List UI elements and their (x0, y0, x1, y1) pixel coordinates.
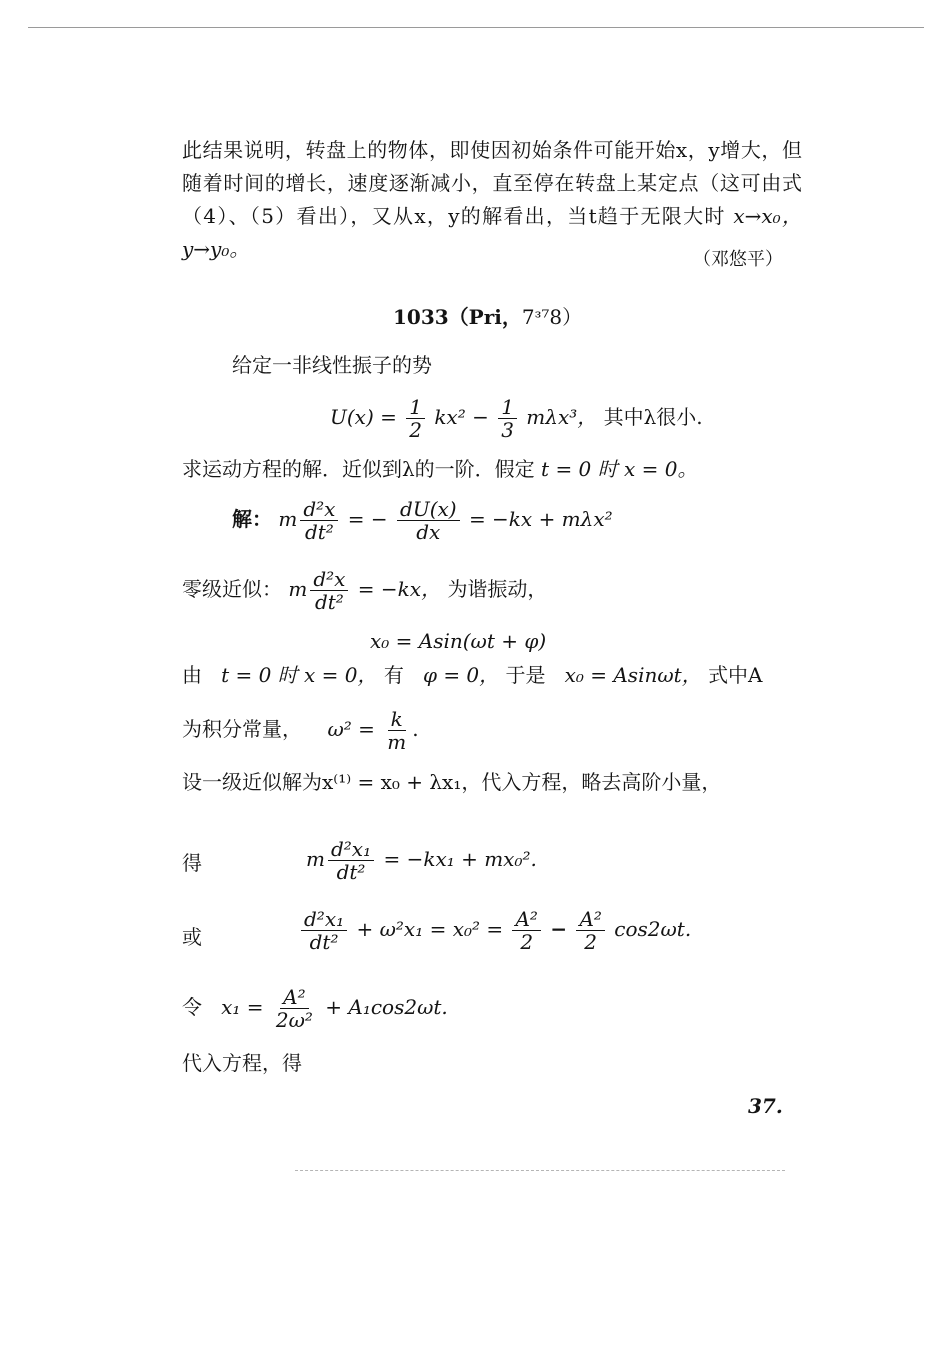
limit-y: y→y₀。 (182, 237, 250, 261)
solution-label: 解： (232, 507, 272, 531)
frac-a2-over-2w2: $\frac{\text{A²}}{\text{2ω²}}$ (275, 985, 313, 1032)
top-rule (28, 27, 924, 28)
frac-du-dx: $\frac{dU(x)}{dx}$ (397, 498, 460, 543)
forced-oscillation-equation: $\frac{\text{d²x₁}}{\text{dt²}}$ + ω²x₁ = x₀² = $\frac{\text{A²}}{2}$ − $\frac{\text{A²}}{2}$ cos2ωt. (298, 908, 691, 953)
frac-d2x: $\frac{\text{d²x}}{\text{dt²}}$ (300, 498, 338, 543)
omega-definition: 为积分常量， ω² = $\frac{k}{m}$ . (182, 707, 419, 754)
potential-note: 其中λ很小. (603, 405, 703, 429)
get-label: 得 (182, 851, 202, 875)
frac-or-d2x1: $\frac{\text{d²x₁}}{\text{dt²}}$ (301, 908, 347, 953)
frac-k-m: $\frac{k}{m}$ (387, 707, 407, 754)
frac-zero-d2x: $\frac{\text{d²x}}{\text{dt²}}$ (310, 568, 348, 613)
frac-a2-over-2: $\frac{\text{A²}}{2}$ (512, 908, 540, 953)
limit-x: x→x₀， (733, 204, 802, 228)
bottom-rule (295, 1170, 785, 1171)
potential-mid: kx² − (434, 405, 489, 429)
problem-heading (393, 304, 582, 330)
initial-condition: t = 0 时 x = 0。 (541, 457, 698, 481)
potential-equation (330, 396, 703, 441)
problem-statement-2: 求运动方程的解．近似到λ的一阶．假定 t = 0 时 x = 0。 (182, 457, 698, 481)
initial-phase-line: 由 t = 0 时 x = 0， 有 φ = 0， 于是 x₀ = Asinωt， 式中A (182, 663, 763, 687)
frac-d2x1: $\frac{\text{d²x₁}}{\text{dt²}}$ (328, 838, 374, 883)
frac-a2-over-2-b: $\frac{\text{A²}}{2}$ (576, 908, 604, 953)
problem-code: 7ᶟ⁷8） (521, 305, 583, 329)
x0-solution: x₀ = Asin(ωt + φ) (370, 629, 547, 653)
potential-lhs: U(x) = (330, 405, 397, 429)
zero-order-approx: 零级近似： m $\frac{\text{d²x}}{\text{dt²}}$ = −kx， 为谐振动， (182, 567, 548, 614)
first-order-paragraph: 设一级近似解为x⁽¹⁾ = x₀ + λx₁，代入方程，略去高阶小量， (182, 770, 722, 794)
page-number: 37. (748, 1094, 783, 1118)
equation-of-motion: 解： m $\frac{\text{d²x}}{\text{dt²}}$ = − $\frac{dU(x)}{dx}$ = −kx + mλx² (232, 497, 613, 544)
substitute-line: 代入方程，得 (182, 1051, 302, 1075)
trial-solution: 令 x₁ = $\frac{\text{A²}}{\text{2ω²}}$ + A₁cos2ωt. (182, 985, 448, 1032)
potential-end: mλx³， (526, 405, 598, 429)
first-order-equation: m $\frac{\text{d²x₁}}{\text{dt²}}$ = −kx₁ + mx₀². (306, 837, 537, 884)
signer: （邓悠平） (693, 249, 783, 270)
frac-half: $\frac{1}{2}$ (406, 396, 425, 441)
or-label: 或 (182, 925, 202, 949)
frac-third: $\frac{1}{3}$ (498, 396, 517, 441)
problem-statement-1: 给定一非线性振子的势 (232, 353, 432, 377)
problem-number: 1033（Pri， (393, 305, 522, 329)
intro-text: 此结果说明，转盘上的物体，即使因初始条件可能开始x，y增大，但随着时间的增长，速度逐渐减小，直至停在转盘上某定点（这可由式（4）、（5）看出），又从x，y的解看出，当t趋于无限大时 (182, 138, 802, 228)
